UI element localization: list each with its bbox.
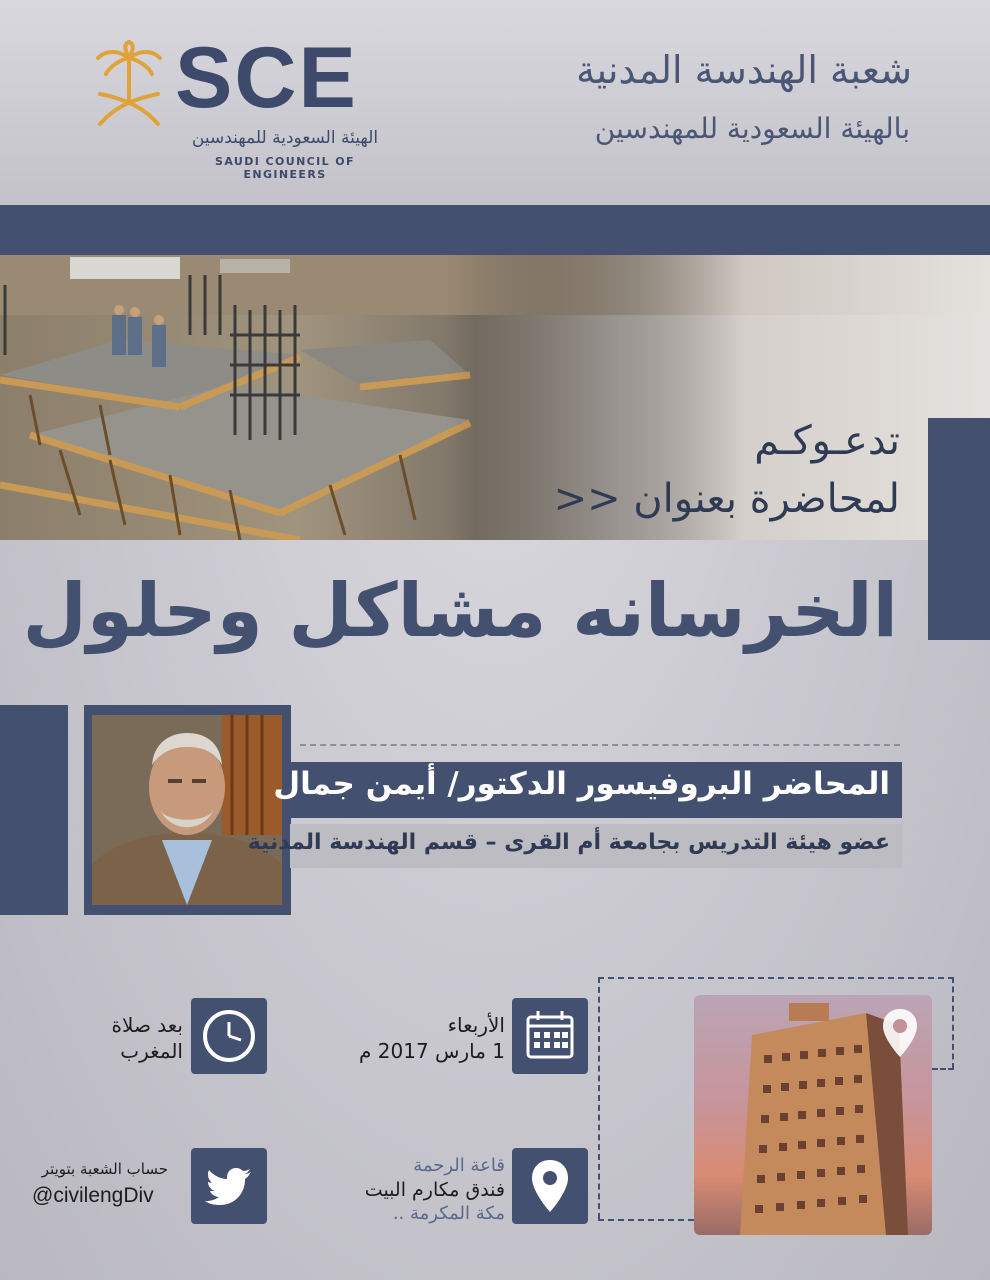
invite-accent-bar [928, 418, 990, 640]
speaker-role: عضو هيئة التدريس بجامعة أم القرى – قسم الهندسة المدنية [247, 830, 890, 855]
map-dashed-top [598, 977, 954, 979]
time-info [112, 1012, 183, 1064]
venue-photo-card[interactable] [694, 995, 932, 1235]
lecture-title: الخرسانه مشاكل وحلول [22, 568, 898, 654]
location-city: مكة المكرمة .. [392, 1203, 505, 1224]
division-subtitle: بالهيئة السعودية للمهندسين [594, 112, 910, 145]
location-hotel: فندق مكارم البيت [364, 1179, 505, 1201]
time-line1: بعد صلاة [111, 1013, 183, 1037]
map-dashed-left [598, 977, 600, 1219]
map-dashed-connector [932, 1068, 954, 1070]
palm-swords-emblem-icon [88, 40, 170, 130]
invite-text-line2: لمحاضرة بعنوان << [553, 476, 900, 522]
map-pin-icon [512, 1148, 588, 1224]
left-accent-bar [0, 705, 68, 915]
twitter-handle[interactable]: @civilengDiv [32, 1184, 154, 1207]
logo-arabic-name: الهيئة السعودية للمهندسين [191, 128, 379, 148]
date-day: الأربعاء [447, 1013, 505, 1037]
calendar-icon [512, 998, 588, 1074]
header [0, 0, 990, 205]
logo-english-name: SAUDI COUNCIL OF ENGINEERS [215, 155, 355, 181]
date-full: 1 مارس 2017 م [359, 1039, 505, 1063]
dashed-divider [300, 744, 900, 746]
navy-band [0, 205, 990, 255]
twitter-label: حساب الشعبة بتويتر [41, 1160, 168, 1178]
speaker-name: المحاضر البروفيسور الدكتور/ أيمن جمال [273, 766, 890, 802]
logo-letters: SCE [175, 30, 358, 126]
speaker-portrait [92, 715, 282, 905]
twitter-bird-icon[interactable] [191, 1148, 267, 1224]
time-line2: المغرب [120, 1039, 183, 1063]
clock-icon [191, 998, 267, 1074]
location-info [365, 1154, 505, 1226]
invite-text-line1: تدعـوكـم [754, 418, 900, 464]
speaker-photo-illustration [92, 715, 282, 905]
map-dashed-right [952, 977, 954, 1069]
map-pin-icon [880, 1007, 920, 1059]
map-dashed-bottom [598, 1219, 694, 1221]
division-title: شعبة الهندسة المدنية [576, 48, 912, 92]
location-hall: قاعة الرحمة [413, 1155, 505, 1176]
date-info [359, 1012, 505, 1064]
